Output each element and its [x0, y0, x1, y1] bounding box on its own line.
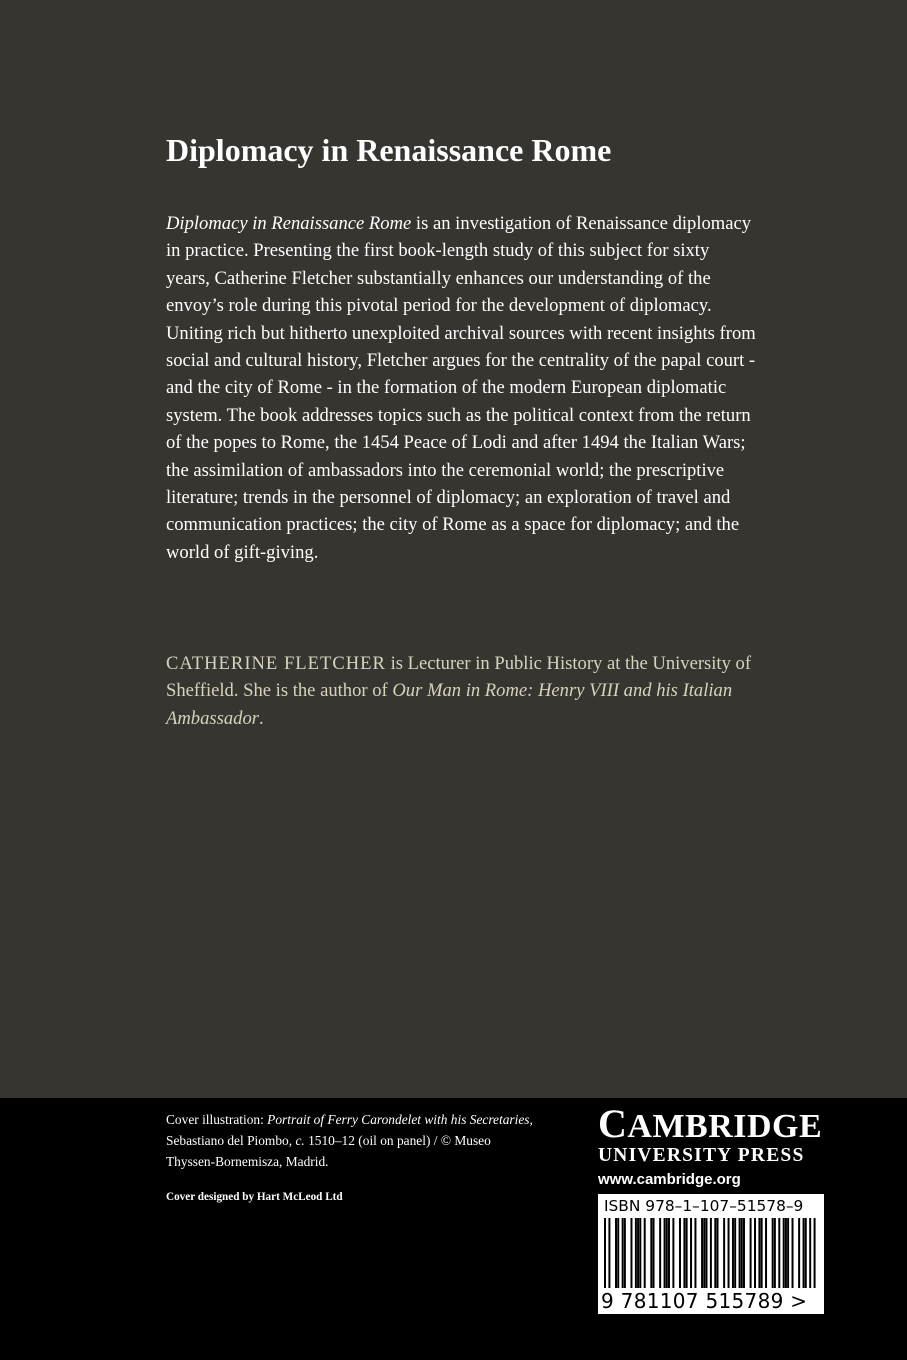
publisher-logo	[598, 1101, 828, 1191]
book-title: Diplomacy in Renaissance Rome	[166, 132, 612, 168]
book-blurb	[166, 210, 756, 566]
credit-label: Cover illustration:	[166, 1112, 268, 1127]
author-other-book: Our Man in Rome: Henry VIII and his Italian Ambassador	[166, 680, 733, 729]
publisher-url: www.cambridge.org	[598, 1171, 741, 1188]
author-bio	[166, 650, 766, 732]
publisher-name-rest: AMBRIDGE	[627, 1108, 823, 1145]
blurb-book-title: Diplomacy in Renaissance Rome	[166, 213, 412, 234]
barcode-digits: 9 781107 515789 >	[601, 1289, 808, 1313]
credit-details: 1510–12 (oil on panel) / © Museo Thyssen-Bornemisza, Madrid.	[166, 1132, 491, 1169]
author-name: CATHERINE FLETCHER	[166, 653, 386, 674]
isbn-barcode	[598, 1194, 824, 1314]
isbn-label: ISBN 978–1–107–51578–9	[604, 1197, 804, 1215]
cover-designer-credit: Cover designed by Hart McLeod Ltd	[166, 1191, 343, 1203]
blurb-text: is an investigation of Renaissance diplomacy in practice. Presenting the first book-length study of this subject for sixty years, Catherine Fletcher substantially enhances our understanding of the envoy’s role during this pivotal period for the development of diplomacy. Uniting rich but hitherto unexploited archival sources with recent insights from social and cultural history, Fletcher argues for the centrality of the papal court - and the city of Rome - in the formation of the modern European diplomatic system. The book addresses topics such as the political context from the return of the popes to Rome, the 1454 Peace of Lodi and after 1494 the Italian Wars; the assimilation of ambassadors into the ceremonial world; the prescriptive literature; trends in the personnel of diplomacy; an exploration of travel and communication practices; the city of Rome as a space for diplomacy; and the world of gift-giving.	[166, 213, 756, 563]
publisher-name-initial: C	[598, 1101, 628, 1146]
author-bio-text: is Lecturer in Public History at the University of Sheffield. She is the author of	[166, 653, 752, 702]
credit-circa: c.	[295, 1132, 305, 1148]
barcode-bars	[604, 1218, 818, 1288]
publisher-subtitle: UNIVERSITY PRESS	[598, 1145, 805, 1166]
credit-work: Portrait of Ferry Carondelet with his Secretaries	[267, 1112, 530, 1127]
credit-artist: , Sebastiano del Piombo,	[166, 1112, 533, 1148]
publisher-name	[598, 1101, 828, 1146]
cover-illustration-credit	[166, 1110, 536, 1172]
author-bio-end: .	[258, 707, 264, 729]
